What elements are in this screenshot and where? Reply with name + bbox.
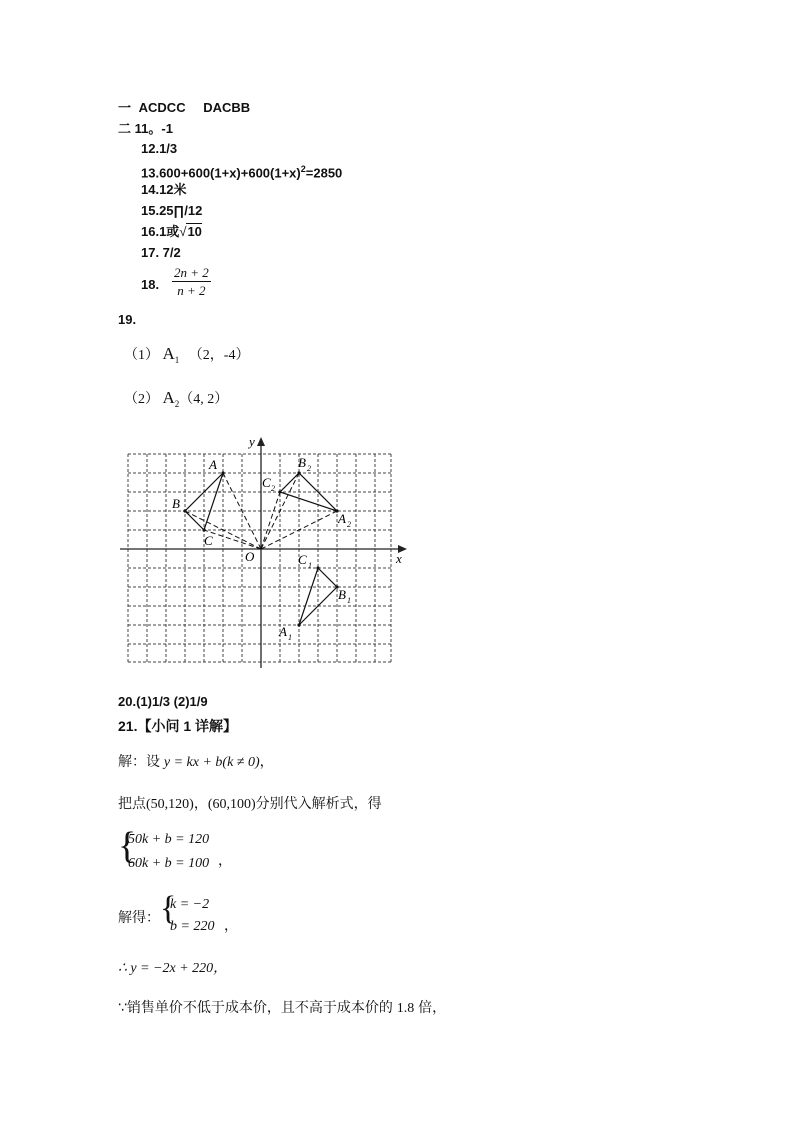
q21-line4-prefix: 解得： [118,909,160,925]
q21-line1-math: y = kx + b(k ≠ 0) [163,755,260,770]
answer-q12: 12.1/3 [141,141,178,156]
q21-line2-prefix: 把点 [118,795,146,811]
sqrt-symbol: √ [179,224,187,239]
origin-label: O [245,549,255,564]
answer-q13-exponent: 2 [300,164,306,174]
q21-line2 [118,794,382,814]
q21-title: 21.【小问 1 详解】 [118,718,238,734]
q19-part1-sub: 1 [174,354,180,365]
q21-system1-tail: ， [218,854,232,869]
label-b: B [172,496,180,511]
q19-part2 [124,390,228,412]
q19-part1-point: A [162,344,175,363]
label-c2: C [262,475,271,490]
answer-q11: 11。-1 [134,121,173,136]
q19-part2-coord: （4, 2） [179,392,229,407]
answer-q16-prefix: 16.1或 [141,224,180,239]
q21-system1 [118,825,258,878]
q19-part1-coord: （2，-4） [188,348,250,363]
answer-q13 [141,161,342,181]
fraction-denominator: n + 2 [177,283,206,298]
brace-symbol: { [160,890,177,927]
y-axis-label: y [249,434,255,449]
answer-line-q11 [118,121,173,137]
q21-line6-prefix: ∵销售单价不低于成本价，且不高于成本价的 [118,999,397,1015]
label-a1: A [279,624,287,639]
label-a: A [209,457,217,472]
answer-q15: 15.25∏/12 [141,203,203,218]
q21-system2-eq1: k = −2 [170,897,210,912]
q19-part1-label: （1） [124,348,159,363]
label-a2: A [338,511,346,526]
grid-lines [128,454,391,662]
label-b2: B [298,455,306,470]
q19-part2-label: （2） [124,392,159,407]
fraction-numerator: 2n + 2 [174,265,209,280]
q21-line1-suffix: ， [259,753,274,769]
answer-q18-label: 18. [141,277,160,292]
answer-q18-fraction [172,264,211,299]
part2-prefix: 二 [118,121,132,136]
q21-line6-number: 1.8 [396,1001,415,1016]
q19-label: 19. [118,312,137,327]
brace-symbol: { [118,825,137,867]
answer-q14: 14.12米 [141,182,187,197]
label-c: C [204,533,213,548]
q21-line2-suffix: 分别代入解析式，得 [255,795,382,811]
label-c1: C [298,552,307,567]
answer-q17: 17. 7/2 [141,245,181,260]
q19-part2-point: A [162,388,175,407]
part1-prefix: 一 [118,100,132,115]
answer-q13-main: 13.600+600(1+x)+600(1+x) [141,165,301,181]
q21-point1: (50,120) [146,797,194,812]
label-b1-sub: 1 [347,596,351,605]
label-a2-sub: 2 [347,520,351,529]
q21-line5: ∴ y = −2x + 220， [118,961,228,976]
q19-part1 [124,346,249,368]
q19-part2-sub: 2 [174,398,180,409]
q21-system2-eq2: b = 220 [170,919,215,934]
q21-line1-prefix: 解：设 [118,753,164,769]
q21-system1-eq2: 60k + b = 100 [128,856,210,871]
answer-q16-radicand: 10 [187,224,202,239]
q21-line1 [118,752,274,772]
label-b2-sub: 2 [307,464,311,473]
coordinate-grid-figure [115,432,415,672]
q21-line6-suffix: 倍， [414,999,447,1015]
q21-point2: (60,100) [207,797,256,812]
label-a1-sub: 1 [288,633,292,642]
label-c2-sub: 2 [271,484,275,493]
answer-q16 [141,224,202,240]
label-c1-sub: 1 [308,561,312,570]
q21-system2 [160,890,270,941]
answer-q20: 20.(1)1/3 (2)1/9 [118,694,208,709]
answer-q13-tail: =2850 [305,165,343,181]
axes [120,437,407,668]
x-axis-label: x [396,551,402,566]
q21-line2-sep: ， [193,795,208,811]
part1-answers-a: ACDCC [138,100,186,115]
q21-system2-tail: ， [224,919,238,934]
q21-system1-eq1: 50k + b = 120 [128,832,210,847]
answer-line-part1 [118,100,250,116]
label-b1: B [338,587,346,602]
part1-answers-b: DACBB [203,100,251,115]
q21-line6 [118,998,446,1018]
